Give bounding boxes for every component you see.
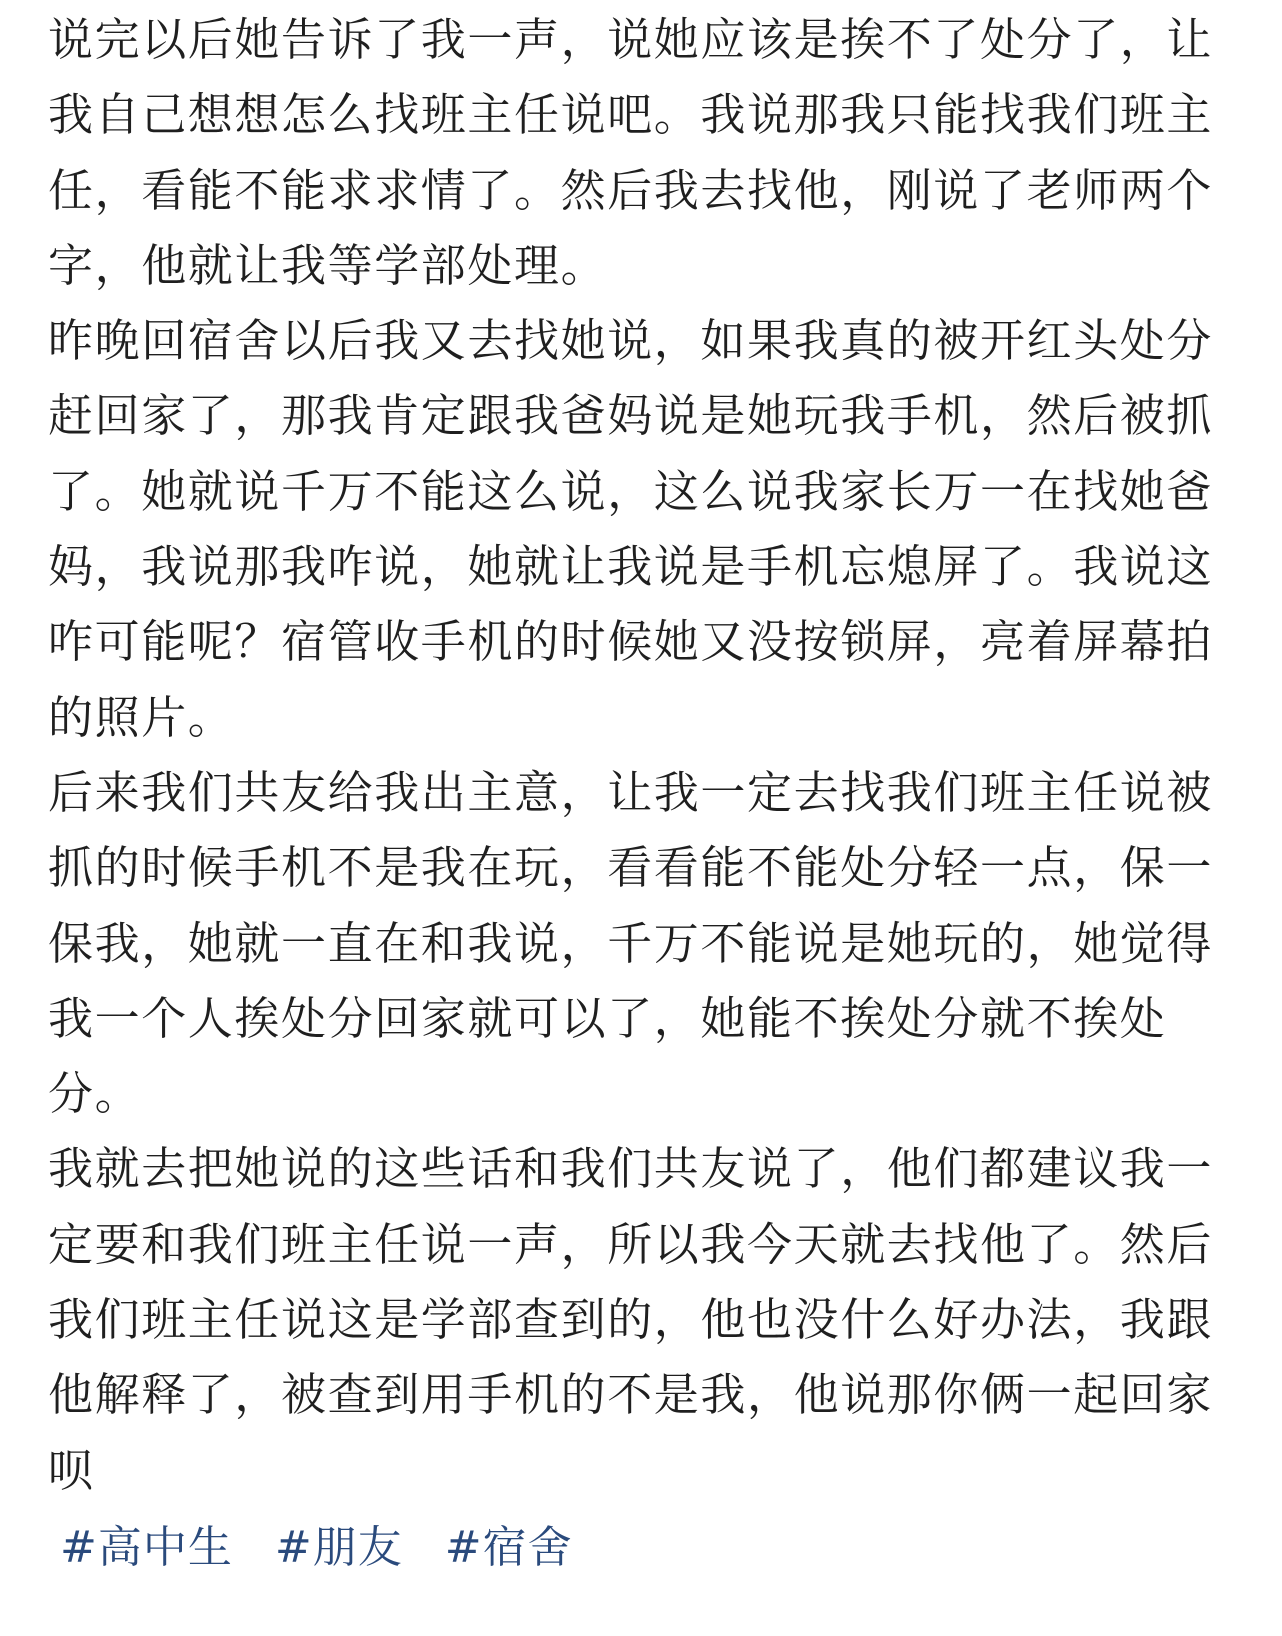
topic-tags [48,1508,1222,1578]
post-paragraph: 我就去把她说的这些话和我们共友说了，他们都建议我一定要和我们班主任说一声，所以我今天就去找他了。然后我们班主任说这是学部查到的，他也没什么好办法，我跟他解释了，被查到用手机的不是我，他说那你俩一起回家呗 [48,1142,1214,1497]
post-paragraph: 昨晚回宿舍以后我又去找她说，如果我真的被开红头处分赶回家了，那我肯定跟我爸妈说是她玩我手机，然后被抓了。她就说千万不能这么说，这么说我家长万一在找她爸妈，我说那我咋说，她就让我说是手机忘熄屏了。我说这咋可能呢？宿管收手机的时候她又没按锁屏，亮着屏幕拍的照片。 [48,314,1214,744]
post-paragraph: 说完以后她告诉了我一声，说她应该是挨不了处分了，让我自己想想怎么找班主任说吧。我说那我只能找我们班主任，看能不能求求情了。然后我去找他，刚说了老师两个字，他就让我等学部处理。 [48,13,1214,292]
post-body [48,2,1222,1508]
topic-tag-dormitory[interactable]: #宿舍 [444,1521,573,1573]
topic-tag-friends[interactable]: #朋友 [274,1521,403,1573]
topic-tag-high-school[interactable]: #高中生 [60,1521,233,1573]
post-paragraph: 后来我们共友给我出主意，让我一定去找我们班主任说被抓的时候手机不是我在玩，看看能不能处分轻一点，保一保我，她就一直在和我说，千万不能说是她玩的，她觉得我一个人挨处分回家就可以了，她能不挨处分就不挨处分。 [48,765,1214,1121]
